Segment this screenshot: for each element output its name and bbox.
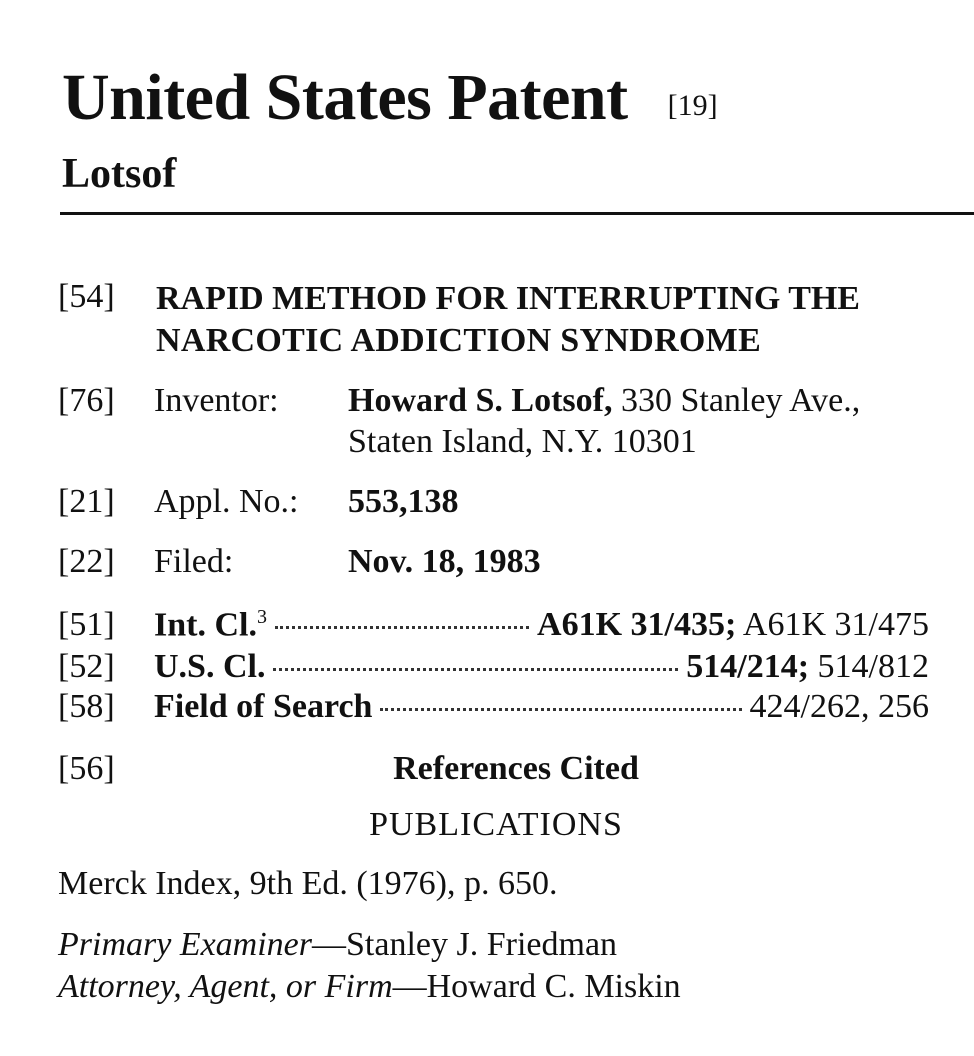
us-cl-value-primary: 514/214;	[686, 648, 810, 685]
field-code-56: [56]	[58, 750, 115, 787]
us-cl-row	[154, 648, 929, 686]
field-code-52: [52]	[58, 648, 115, 685]
field-code-76: [76]	[58, 382, 115, 419]
references-heading: References Cited	[393, 750, 639, 787]
leader-dots	[380, 708, 741, 711]
int-cl-label	[154, 606, 267, 644]
attorney-role: Attorney, Agent, or Firm	[58, 968, 393, 1005]
primary-examiner	[58, 926, 617, 964]
search-row	[154, 688, 929, 726]
int-cl-label-text: Int. Cl.	[154, 606, 257, 644]
invention-title	[156, 278, 860, 362]
inventor-label: Inventor:	[154, 382, 279, 419]
int-cl-value-primary: A61K 31/435;	[537, 606, 737, 644]
inventor-address-line2: Staten Island, N.Y. 10301	[348, 423, 697, 460]
field-code-21: [21]	[58, 483, 115, 520]
appl-number: 553,138	[348, 483, 459, 520]
field-code-22: [22]	[58, 543, 115, 580]
title-code: [19]	[667, 89, 718, 122]
int-cl-row	[154, 606, 929, 644]
attorney-name: —Howard C. Miskin	[392, 968, 681, 1005]
search-value: 424/262, 256	[749, 688, 929, 725]
inventor-value	[348, 382, 860, 420]
invention-title-line1: RAPID METHOD FOR INTERRUPTING THE	[156, 280, 860, 317]
search-label: Field of Search	[154, 688, 373, 725]
appl-label: Appl. No.:	[154, 483, 299, 520]
field-code-58: [58]	[58, 688, 115, 725]
filed-date: Nov. 18, 1983	[348, 543, 541, 580]
header-divider	[60, 212, 974, 215]
inventor-address-line1: 330 Stanley Ave.,	[612, 382, 861, 419]
inventor-name: Howard S. Lotsof,	[348, 382, 613, 419]
us-cl-value	[686, 648, 929, 686]
leader-dots	[273, 668, 678, 671]
field-code-51: [51]	[58, 606, 115, 643]
filed-label: Filed:	[154, 543, 234, 580]
patent-title: United States Patent	[62, 61, 628, 134]
int-cl-value	[537, 606, 929, 644]
int-cl-value-secondary: A61K 31/475	[736, 606, 929, 644]
primary-examiner-role: Primary Examiner	[58, 926, 313, 963]
attorney	[58, 968, 681, 1006]
inventor-surname: Lotsof	[62, 151, 177, 197]
patent-header	[62, 60, 718, 136]
field-code-54: [54]	[58, 278, 115, 315]
leader-dots	[275, 626, 529, 629]
int-cl-superscript: 3	[256, 606, 267, 628]
publications-heading: PUBLICATIONS	[369, 806, 623, 843]
invention-title-line2: NARCOTIC ADDICTION SYNDROME	[156, 322, 762, 359]
us-cl-value-secondary: 514/812	[809, 648, 929, 685]
primary-examiner-name: —Stanley J. Friedman	[312, 926, 618, 963]
us-cl-label: U.S. Cl.	[154, 648, 266, 685]
citation: Merck Index, 9th Ed. (1976), p. 650.	[58, 865, 558, 902]
